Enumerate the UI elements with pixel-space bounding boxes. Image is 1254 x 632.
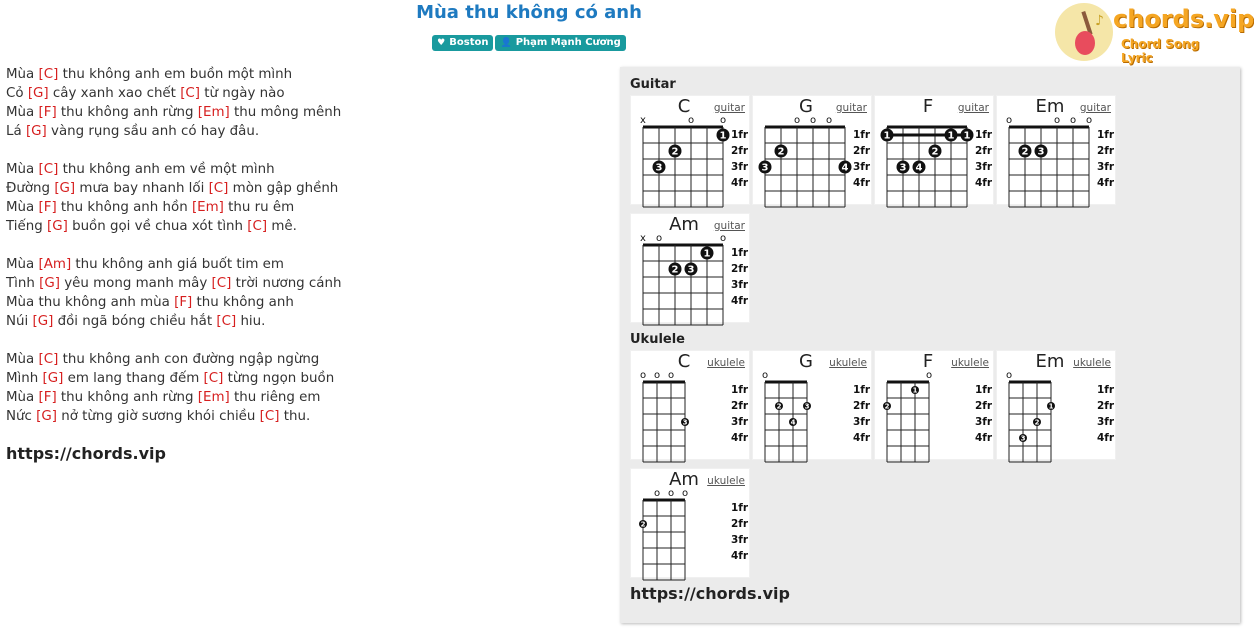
fret-label: 2fr	[1097, 145, 1115, 157]
lyric-line	[6, 198, 341, 217]
open-string-mark: o	[653, 488, 661, 499]
ukulele-section-title: Ukulele	[630, 332, 686, 347]
lyric-text: Mùa	[6, 67, 39, 82]
lyric-line	[6, 65, 341, 84]
fret-label: 2fr	[731, 145, 749, 157]
user-icon: 👤	[500, 38, 512, 48]
fret-label: 1fr	[853, 129, 871, 141]
lyric-text: thu mông mênh	[229, 105, 342, 120]
fret-label: 1fr	[1097, 129, 1115, 141]
open-string-mark: o	[655, 233, 663, 244]
fret-label: 2fr	[1097, 400, 1115, 412]
lyric-text: thu ru êm	[223, 200, 295, 215]
lyric-chord[interactable]: [C]	[38, 67, 59, 82]
chord-name: Am	[669, 469, 699, 490]
lyric-chord[interactable]: [F]	[38, 390, 57, 405]
finger-number: 1	[963, 130, 971, 142]
lyric-line	[6, 407, 341, 426]
finger-number: 4	[915, 162, 923, 174]
instrument-link[interactable]: guitar	[713, 102, 745, 114]
lyric-line	[6, 103, 341, 122]
chord-name: Em	[1035, 351, 1065, 372]
fret-label: 3fr	[731, 279, 749, 291]
lyric-chord[interactable]: [C]	[208, 181, 229, 196]
finger-number: 2	[1034, 418, 1040, 427]
open-string-mark: o	[687, 115, 695, 126]
finger-number: 2	[671, 146, 679, 158]
lyric-text: Mùa	[6, 257, 39, 272]
instrument-link[interactable]: ukulele	[707, 357, 745, 369]
tag-bar	[0, 35, 1058, 51]
chord-name: G	[799, 96, 813, 117]
fret-label: 3fr	[975, 161, 993, 173]
chord-name: Am	[669, 214, 699, 235]
fret-label: 3fr	[731, 161, 749, 173]
fret-label: 4fr	[1097, 177, 1115, 189]
lyric-text: vàng rụng sầu anh có hay đâu.	[46, 124, 260, 139]
guitar-chord-card[interactable]	[630, 95, 750, 205]
finger-number: 1	[703, 248, 711, 260]
instrument-link[interactable]: guitar	[713, 220, 745, 232]
open-string-mark: o	[1085, 115, 1093, 126]
fret-label: 3fr	[975, 416, 993, 428]
lyric-line	[6, 274, 341, 293]
logo-tagline: Chord Song Lyric	[1121, 37, 1200, 65]
chord-name: F	[922, 96, 934, 117]
lyric-text: Mình	[6, 371, 43, 386]
fret-label: 1fr	[731, 129, 749, 141]
lyric-text: hiu.	[236, 314, 266, 329]
lyric-text: Lá	[6, 124, 26, 139]
ukulele-chord-card[interactable]	[630, 350, 750, 460]
fret-label: 3fr	[731, 416, 749, 428]
lyric-line	[6, 255, 341, 274]
open-string-mark: o	[681, 488, 689, 499]
lyric-line	[6, 350, 341, 369]
fret-label: 4fr	[853, 177, 871, 189]
lyric-text: mê.	[267, 219, 297, 234]
lyric-text: Núi	[6, 314, 33, 329]
lyric-text: thu.	[279, 409, 311, 424]
lyrics-block	[6, 65, 341, 426]
lyric-text: trời nương cánh	[231, 276, 342, 291]
fret-label: 3fr	[1097, 161, 1115, 173]
lyric-text: mòn gập ghềnh	[228, 181, 339, 196]
chord-diagram	[631, 351, 751, 461]
ukulele-body-icon	[1075, 31, 1095, 55]
open-string-mark: o	[925, 370, 933, 381]
open-string-mark: o	[793, 115, 801, 126]
fret-label: 4fr	[1097, 432, 1115, 444]
lyric-gap	[6, 141, 341, 160]
guitar-chord-card[interactable]	[874, 95, 994, 205]
open-string-mark: o	[1005, 115, 1013, 126]
open-string-mark: o	[1053, 115, 1061, 126]
lyric-chord[interactable]: [G]	[25, 124, 47, 139]
chord-diagram	[753, 96, 873, 206]
lyric-chord[interactable]: [C]	[180, 86, 200, 101]
lyric-line	[6, 84, 341, 103]
ukulele-chord-card[interactable]	[874, 350, 994, 460]
lyric-text: mưa bay nhanh lối	[75, 181, 209, 196]
finger-number: 2	[777, 146, 785, 158]
instrument-link[interactable]: guitar	[957, 102, 989, 114]
lyric-line	[6, 369, 341, 388]
chord-diagram	[875, 96, 995, 206]
lyric-text: yêu mong manh mây	[59, 276, 212, 291]
chord-name: F	[922, 351, 934, 372]
fret-label: 4fr	[853, 432, 871, 444]
finger-number: 2	[671, 264, 679, 276]
fret-label: 4fr	[731, 177, 749, 189]
lyric-line	[6, 217, 341, 236]
finger-number: 1	[719, 130, 727, 142]
finger-number: 1	[912, 386, 918, 395]
lyric-chord[interactable]: [C]	[203, 371, 224, 386]
fret-label: 1fr	[1097, 384, 1115, 396]
lyric-text: Mùa	[6, 200, 39, 215]
lyric-gap	[6, 331, 341, 350]
lyric-text: thu không anh em về một mình	[58, 162, 275, 177]
fret-label: 1fr	[731, 384, 749, 396]
lyric-chord[interactable]: [F]	[38, 200, 57, 215]
lyric-chord[interactable]: [Em]	[197, 390, 230, 405]
lyric-chord[interactable]: [C]	[247, 219, 268, 234]
fret-label: 4fr	[975, 177, 993, 189]
fret-label: 3fr	[1097, 416, 1115, 428]
lyric-text: thu không anh rừng	[56, 390, 198, 405]
instrument-link[interactable]: guitar	[835, 102, 867, 114]
finger-number: 3	[899, 162, 907, 174]
finger-number: 2	[884, 402, 890, 411]
open-string-mark: o	[825, 115, 833, 126]
fret-label: 1fr	[975, 129, 993, 141]
lyric-text: Cỏ	[6, 86, 28, 101]
fret-label: 2fr	[731, 400, 749, 412]
fret-label: 3fr	[853, 161, 871, 173]
lyric-chord[interactable]: [C]	[38, 352, 59, 367]
site-url-chords[interactable]: https://chords.vip	[630, 584, 790, 603]
open-string-mark: o	[809, 115, 817, 126]
lyric-chord[interactable]: [G]	[54, 181, 76, 196]
muted-string-mark: x	[640, 233, 646, 244]
fret-label: 4fr	[975, 432, 993, 444]
lyric-chord[interactable]: [C]	[211, 276, 232, 291]
fret-label: 2fr	[853, 145, 871, 157]
lyric-line	[6, 312, 341, 331]
instrument-link[interactable]: ukulele	[1073, 357, 1111, 369]
lyric-text: thu không anh con đường ngập ngừng	[58, 352, 320, 367]
chord-diagrams-panel	[620, 67, 1240, 623]
lyric-text: Mùa	[6, 105, 39, 120]
finger-number: 3	[1037, 146, 1045, 158]
lyric-gap	[6, 236, 341, 255]
site-logo[interactable]	[1055, 3, 1254, 65]
finger-number: 2	[776, 402, 782, 411]
lyric-text: Mùa	[6, 390, 39, 405]
lyric-text: thu không anh giá buốt tim em	[71, 257, 284, 272]
fret-label: 3fr	[853, 416, 871, 428]
lyric-line	[6, 160, 341, 179]
instrument-link[interactable]: ukulele	[951, 357, 989, 369]
lyric-text: buồn gọi về chua xót tình	[67, 219, 248, 234]
lyric-text: thu không anh	[192, 295, 294, 310]
fret-label: 2fr	[975, 145, 993, 157]
chord-diagram	[631, 96, 751, 206]
lyric-chord[interactable]: [G]	[42, 371, 64, 386]
lyric-text: thu không anh hồn	[56, 200, 192, 215]
lyric-chord[interactable]: [G]	[46, 219, 68, 234]
chord-name: G	[799, 351, 813, 372]
fret-label: 4fr	[731, 295, 749, 307]
music-note-icon: ♪	[1095, 13, 1104, 29]
finger-number: 3	[682, 418, 688, 427]
guitar-chord-card[interactable]	[996, 95, 1116, 205]
open-string-mark: o	[667, 488, 675, 499]
ukulele-chord-card[interactable]	[996, 350, 1116, 460]
guitar-chord-card[interactable]	[752, 95, 872, 205]
open-string-mark: o	[1069, 115, 1077, 126]
genre-tag-label: Boston	[449, 37, 489, 48]
finger-number: 2	[1021, 146, 1029, 158]
finger-number: 1	[1048, 402, 1054, 411]
chord-name: C	[677, 351, 691, 372]
finger-number: 3	[1020, 434, 1026, 443]
fret-label: 2fr	[731, 263, 749, 275]
lyric-chord[interactable]: [F]	[38, 105, 57, 120]
lyric-line	[6, 293, 341, 312]
lyric-text: cây xanh xao chết	[48, 86, 181, 101]
lyric-chord[interactable]: [F]	[174, 295, 193, 310]
finger-number: 1	[947, 130, 955, 142]
ukulele-chord-card[interactable]	[752, 350, 872, 460]
lyric-chord[interactable]: [G]	[27, 86, 49, 101]
lyric-text: nở từng giờ sương khói chiều	[56, 409, 260, 424]
finger-number: 2	[640, 520, 646, 529]
site-url-lyrics[interactable]: https://chords.vip	[6, 444, 166, 463]
lyric-text: Nức	[6, 409, 37, 424]
fret-label: 4fr	[731, 432, 749, 444]
lyric-text: thu không anh em buồn một mình	[58, 67, 293, 82]
chord-diagram	[997, 351, 1117, 461]
fret-label: 2fr	[731, 518, 749, 530]
open-string-mark: o	[653, 370, 661, 381]
ukulele-chord-card[interactable]	[630, 468, 750, 578]
lyric-chord[interactable]: [Am]	[38, 257, 72, 272]
muted-string-mark: x	[640, 115, 646, 126]
open-string-mark: o	[639, 370, 647, 381]
lyric-line	[6, 122, 341, 141]
lyric-text: từng ngọn buồn	[223, 371, 335, 386]
finger-number: 3	[804, 402, 810, 411]
open-string-mark: o	[761, 370, 769, 381]
lyric-chord[interactable]: [G]	[36, 409, 57, 424]
lyric-chord[interactable]: [C]	[38, 162, 59, 177]
chord-name: Em	[1035, 96, 1065, 117]
chord-diagram	[997, 96, 1117, 206]
open-string-mark: o	[1005, 370, 1013, 381]
chord-diagram	[631, 214, 751, 324]
finger-number: 1	[883, 130, 891, 142]
finger-number: 2	[931, 146, 939, 158]
lyric-line	[6, 388, 341, 407]
lyric-chord[interactable]: [G]	[32, 314, 54, 329]
lyric-text: Tiếng	[6, 219, 47, 234]
lyric-chord[interactable]: [G]	[39, 276, 60, 291]
lyric-text: Mùa thu không anh mùa	[6, 295, 175, 310]
fret-label: 3fr	[731, 534, 749, 546]
lyric-text: Tình	[6, 276, 40, 291]
chord-diagram	[875, 351, 995, 461]
fret-label: 1fr	[731, 502, 749, 514]
fret-label: 1fr	[731, 247, 749, 259]
instrument-link[interactable]: ukulele	[829, 357, 867, 369]
chord-diagram	[753, 351, 873, 461]
guitar-section-title: Guitar	[630, 77, 676, 92]
lyric-text: đồi ngã bóng chiều hắt	[53, 314, 217, 329]
open-string-mark: o	[719, 233, 727, 244]
instrument-link[interactable]: ukulele	[707, 475, 745, 487]
guitar-chord-card[interactable]	[630, 213, 750, 323]
lyric-text: từ ngày nào	[200, 86, 285, 101]
lyric-chord[interactable]: [C]	[259, 409, 280, 424]
instrument-link[interactable]: guitar	[1079, 102, 1111, 114]
song-title: Mùa thu không có anh	[416, 2, 642, 23]
lyric-text: Mùa	[6, 162, 39, 177]
lyric-text: Đường	[6, 181, 55, 196]
lyric-text: thu riêng em	[229, 390, 321, 405]
artist-tag-label: Phạm Mạnh Cương	[515, 37, 621, 48]
lyric-chord[interactable]: [Em]	[191, 200, 224, 215]
lyric-text: thu không anh rừng	[56, 105, 198, 120]
artist-tag[interactable]	[495, 35, 625, 51]
fret-label: 2fr	[975, 400, 993, 412]
finger-number: 3	[761, 162, 769, 174]
genre-tag[interactable]	[432, 35, 493, 51]
logo-brand: chords.vip	[1113, 5, 1254, 33]
finger-number: 3	[687, 264, 695, 276]
heart-pulse-icon: ♥	[437, 38, 446, 48]
lyric-text: em lang thang đếm	[63, 371, 204, 386]
fret-label: 1fr	[853, 384, 871, 396]
lyric-chord[interactable]: [C]	[216, 314, 237, 329]
lyric-chord[interactable]: [Em]	[197, 105, 230, 120]
chord-diagram	[631, 469, 751, 579]
finger-number: 4	[790, 418, 796, 427]
finger-number: 4	[841, 162, 849, 174]
lyric-text: Mùa	[6, 352, 39, 367]
chord-name: C	[677, 96, 691, 117]
open-string-mark: o	[667, 370, 675, 381]
finger-number: 3	[655, 162, 663, 174]
fret-label: 4fr	[731, 550, 749, 562]
fret-label: 1fr	[975, 384, 993, 396]
open-string-mark: o	[719, 115, 727, 126]
lyric-line	[6, 179, 341, 198]
fret-label: 2fr	[853, 400, 871, 412]
